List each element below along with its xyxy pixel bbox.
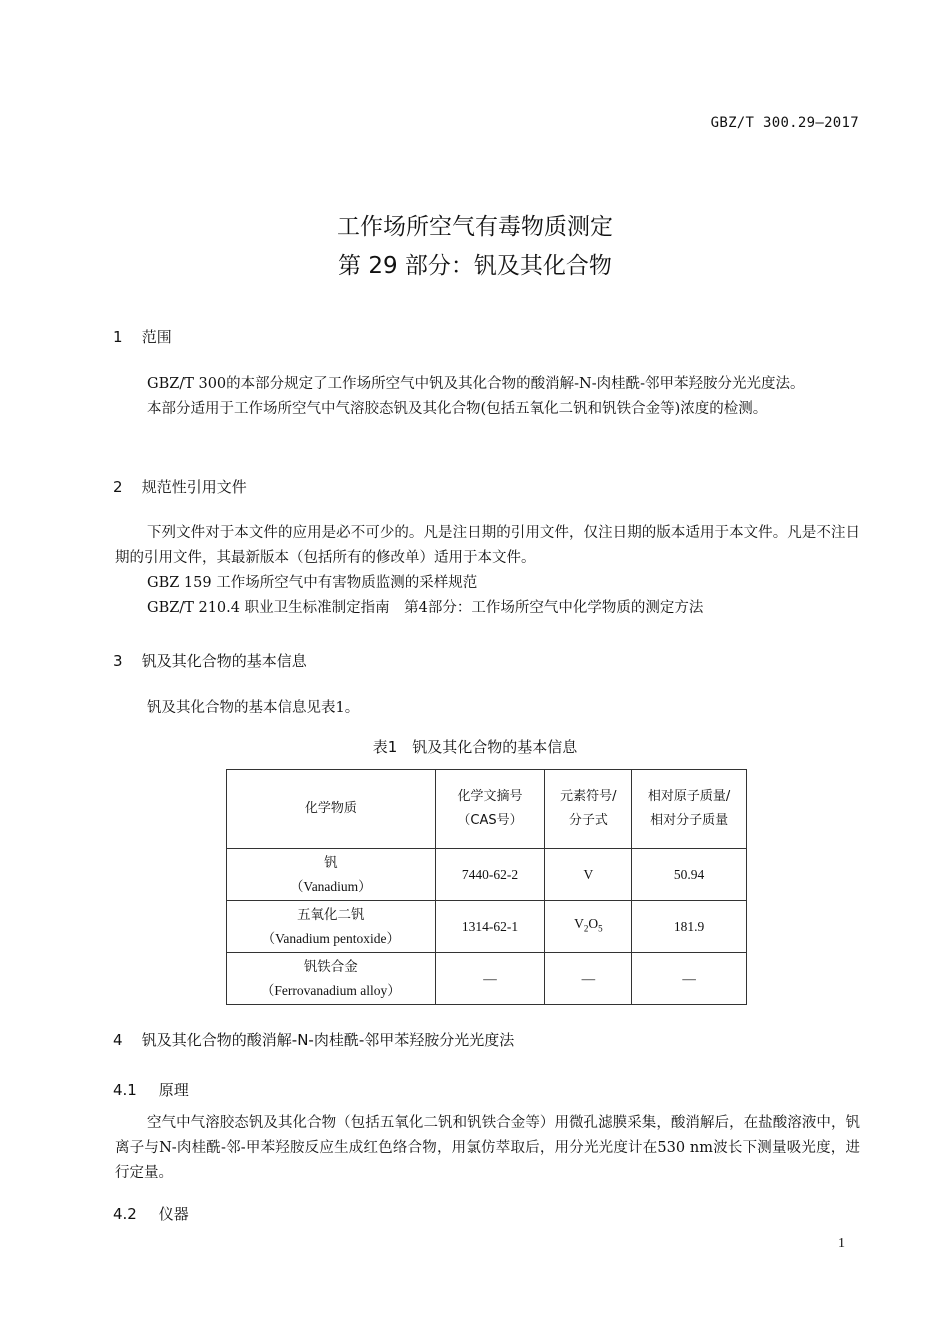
header-mass: 相对原子质量/ 相对分子质量 xyxy=(632,770,747,849)
header-chemical: 化学物质 xyxy=(227,770,436,849)
reference-item: GBZ 159 工作场所空气中有害物质监测的采样规范 xyxy=(147,575,478,591)
cell-mass: 50.94 xyxy=(632,849,747,901)
paragraph: 空气中气溶胶态钒及其化合物（包括五氧化二钒和钒铁合金等）用微孔滤膜采集，酸消解后，在盐酸溶液中，钒离子与N-肉桂酰-邻-甲苯羟胺反应生成红色络合物，用氯仿萃取后，用分光光度计在530 nm波长下测量吸光度，进行定量。 xyxy=(115,1115,860,1181)
basic-info-table xyxy=(226,769,747,1005)
document-title: 工作场所空气有毒物质测定 xyxy=(337,214,613,240)
table-header-row xyxy=(227,770,747,849)
cell-cas: 7440-62-2 xyxy=(435,849,545,901)
cell-formula: V xyxy=(545,849,632,901)
cell-chemical: 钒 （Vanadium） xyxy=(227,849,436,901)
section-4-1-body xyxy=(115,1111,860,1186)
section-number: 4.1 xyxy=(113,1081,137,1099)
reference-item: GBZ/T 210.4 职业卫生标准制定指南 第4部分：工作场所空气中化学物质的测定方法 xyxy=(147,600,704,616)
document-subtitle: 第 29 部分：钒及其化合物 xyxy=(338,253,612,279)
section-number: 2 xyxy=(113,478,123,496)
section-1-body xyxy=(115,372,860,422)
section-3-body xyxy=(115,696,860,721)
cell-cas: — xyxy=(435,953,545,1005)
section-3-heading xyxy=(113,650,307,671)
table-row xyxy=(227,953,747,1005)
paragraph: 本部分适用于工作场所空气中气溶胶态钒及其化合物(包括五氧化二钒和钒铁合金等)浓度的检测。 xyxy=(147,401,768,417)
header-cas: 化学文摘号 （CAS号） xyxy=(435,770,545,849)
cell-cas: 1314-62-1 xyxy=(435,901,545,953)
section-1-heading xyxy=(113,326,172,347)
cell-mass: — xyxy=(632,953,747,1005)
table-caption: 表1 钒及其化合物的基本信息 xyxy=(372,738,578,756)
cell-chemical: 钒铁合金 （Ferrovanadium alloy） xyxy=(227,953,436,1005)
section-number: 4 xyxy=(113,1031,123,1049)
standard-code: GBZ/T 300.29—2017 xyxy=(710,115,859,131)
section-2-body xyxy=(115,521,860,621)
section-title: 钒及其化合物的基本信息 xyxy=(141,652,307,670)
cell-chemical: 五氧化二钒 （Vanadium pentoxide） xyxy=(227,901,436,953)
table-row xyxy=(227,849,747,901)
cell-mass: 181.9 xyxy=(632,901,747,953)
section-number: 3 xyxy=(113,652,123,670)
paragraph: 下列文件对于本文件的应用是必不可少的。凡是注日期的引用文件，仅注日期的版本适用于本文件。凡是不注日期的引用文件，其最新版本（包括所有的修改单）适用于本文件。 xyxy=(115,525,860,566)
section-4-heading xyxy=(113,1029,514,1050)
section-title: 范围 xyxy=(141,328,172,346)
section-title: 原理 xyxy=(158,1081,189,1099)
section-title: 钒及其化合物的酸消解-N-肉桂酰-邻甲苯羟胺分光光度法 xyxy=(141,1031,515,1049)
header-formula: 元素符号/ 分子式 xyxy=(545,770,632,849)
cell-formula: $V_2O_5$ xyxy=(545,901,632,953)
section-title: 规范性引用文件 xyxy=(141,478,247,496)
paragraph: GBZ/T 300的本部分规定了工作场所空气中钒及其化合物的酸消解-N-肉桂酰-邻甲苯羟胺分光光度法。 xyxy=(147,376,805,392)
section-number: 1 xyxy=(113,328,123,346)
section-number: 4.2 xyxy=(113,1205,137,1223)
table-row xyxy=(227,901,747,953)
section-title: 仪器 xyxy=(158,1205,189,1223)
paragraph: 钒及其化合物的基本信息见表1。 xyxy=(147,700,360,716)
cell-formula: — xyxy=(545,953,632,1005)
section-4-2-heading xyxy=(113,1203,189,1224)
section-2-heading xyxy=(113,476,247,497)
page-number: 1 xyxy=(838,1236,845,1251)
section-4-1-heading xyxy=(113,1079,189,1100)
